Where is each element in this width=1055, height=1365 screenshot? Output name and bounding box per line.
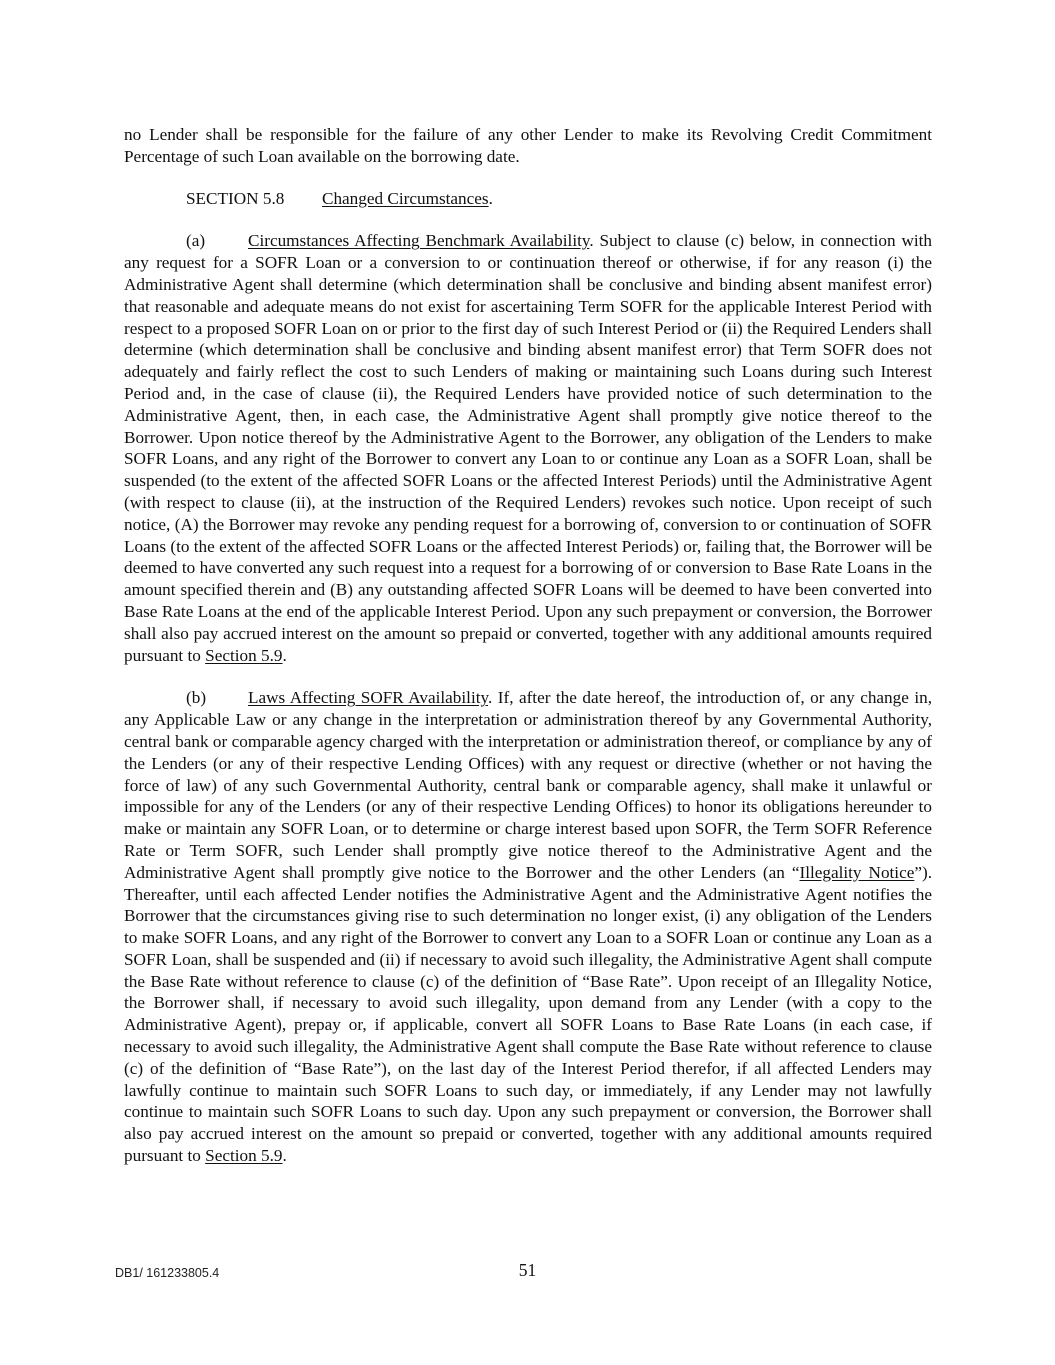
clause-b-label: (b) bbox=[186, 688, 207, 708]
clause-b-heading: Laws Affecting SOFR Availability bbox=[248, 688, 488, 708]
clause-a-section-link[interactable]: Section 5.9 bbox=[205, 645, 283, 665]
illegality-notice-term: Illegality Notice bbox=[799, 862, 915, 882]
section-number: SECTION 5.8 bbox=[186, 188, 285, 208]
clause-b-end: . bbox=[282, 1146, 287, 1166]
clause-b-section-link[interactable]: Section 5.9 bbox=[205, 1146, 283, 1166]
page-number: 51 bbox=[518, 1260, 537, 1280]
clause-a-end: . bbox=[282, 645, 287, 665]
clause-b-heading-suffix: . bbox=[487, 688, 498, 708]
footer-document-id: DB1/ 161233805.4 bbox=[115, 1266, 220, 1280]
clause-a-body: Subject to clause (c) below, in connection with any request for a SOFR Loan or a conversion to or continuation thereof or otherwise, if for any reason (i) the Administrative Agent shall determine (which determination shall be conclusive and binding absent manifest error) that reasonable and adequate means do not exist for ascertaining Term SOFR for the applicable Interest Period with respect to a proposed SOFR Loan on or prior to the first day of such Interest Period or (ii) the Required Lenders shall determine (which determination shall be conclusive and binding absent manifest error) that Term SOFR does not adequately and fairly reflect the cost to such Lenders of making or maintaining such Loans during such Interest Period and, in the case of clause (ii), the Required Lenders have provided notice of such determination to the Administrative Agent, then, in each case, the Administrative Agent shall promptly give notice thereof to the Borrower. Upon notice thereof by the Administrative Agent to the Borrower, any obligation of the Lenders to make SOFR Loans, and any right of the Borrower to convert any Loan to or continue any Loan as a SOFR Loan, shall be suspended (to the extent of the affected SOFR Loans or the affected Interest Periods) until the Administrative Agent (with respect to clause (ii), at the instruction of the Required Lenders) revokes such notice. Upon receipt of such notice, (A) the Borrower may revoke any pending request for a borrowing of, conversion to or continuation of SOFR Loans (to the extent of the affected SOFR Loans or the affected Interest Periods) or, failing that, the Borrower will be deemed to have converted any such request into a request for a borrowing of or conversion to Base Rate Loans in the amount specified therein and (B) any outstanding affected SOFR Loans will be deemed to have been converted into Base Rate Loans at the end of the applicable Interest Period. Upon any such prepayment or conversion, the Borrower shall also pay accrued interest on the amount so prepaid or converted, together with any additional amounts required pursuant to bbox=[124, 231, 933, 665]
clause-a-paragraph bbox=[124, 230, 932, 666]
clause-a-heading-suffix: . bbox=[589, 231, 600, 251]
section-heading bbox=[124, 188, 932, 210]
clause-a-label: (a) bbox=[186, 231, 206, 251]
clause-b-paragraph bbox=[124, 687, 932, 1167]
document-page bbox=[124, 124, 932, 1167]
intro-paragraph: no Lender shall be responsible for the failure of any other Lender to make its Revolving Credit Commitment Percentage of such Loan available on the borrowing date. bbox=[124, 125, 932, 166]
section-title-suffix: . bbox=[488, 188, 493, 208]
clause-b-body-part-1: If, after the date hereof, the introduction of, or any change in, any Applicable Law or any change in the interpretation or administration thereof by any Governmental Authority, central bank or comparable agency charged with the interpretation or administration thereof, or compliance by any of the Lenders (or any of their respective Lending Offices) with any request or directive (whether or not having the force of law) of any such Governmental Authority, central bank or comparable agency, shall make it unlawful or impossible for any of the Lenders (or any of their respective Lending Offices) to honor its obligations hereunder to make or maintain any SOFR Loan, or to determine or charge interest based upon SOFR, the Term SOFR Reference Rate or Term SOFR, such Lender shall promptly give notice thereof to the Administrative Agent and the Administrative Agent shall promptly give notice to the Borrower and the other Lenders (an “ bbox=[124, 688, 933, 882]
section-title: Changed Circumstances bbox=[322, 188, 489, 208]
clause-b-body-part-2: ”). Thereafter, until each affected Lender notifies the Administrative Agent and the Administrative Agent notifies the Borrower that the circumstances giving rise to such determination no longer exist, (i) any obligation of the Lenders to make SOFR Loans, and any right of the Borrower to convert any Loan to a SOFR Loan or continue any Loan as a SOFR Loan, shall be suspended and (ii) if necessary to avoid such illegality, the Administrative Agent shall compute the Base Rate without reference to clause (c) of the definition of “Base Rate”. Upon receipt of an Illegality Notice, the Borrower shall, if necessary to avoid such illegality, upon demand from any Lender (with a copy to the Administrative Agent), prepay or, if applicable, convert all SOFR Loans to Base Rate Loans (in each case, if necessary to avoid such illegality, the Administrative Agent shall compute the Base Rate without reference to clause (c) of the definition of “Base Rate”), on the last day of the Interest Period therefor, if all affected Lenders may lawfully continue to maintain such SOFR Loans to such day, or immediately, if any Lender may not lawfully continue to maintain such SOFR Loans to such day. Upon any such prepayment or conversion, the Borrower shall also pay accrued interest on the amount so prepaid or converted, together with any additional amounts required pursuant to bbox=[124, 862, 932, 1166]
clause-a-heading: Circumstances Affecting Benchmark Availability bbox=[248, 231, 590, 251]
